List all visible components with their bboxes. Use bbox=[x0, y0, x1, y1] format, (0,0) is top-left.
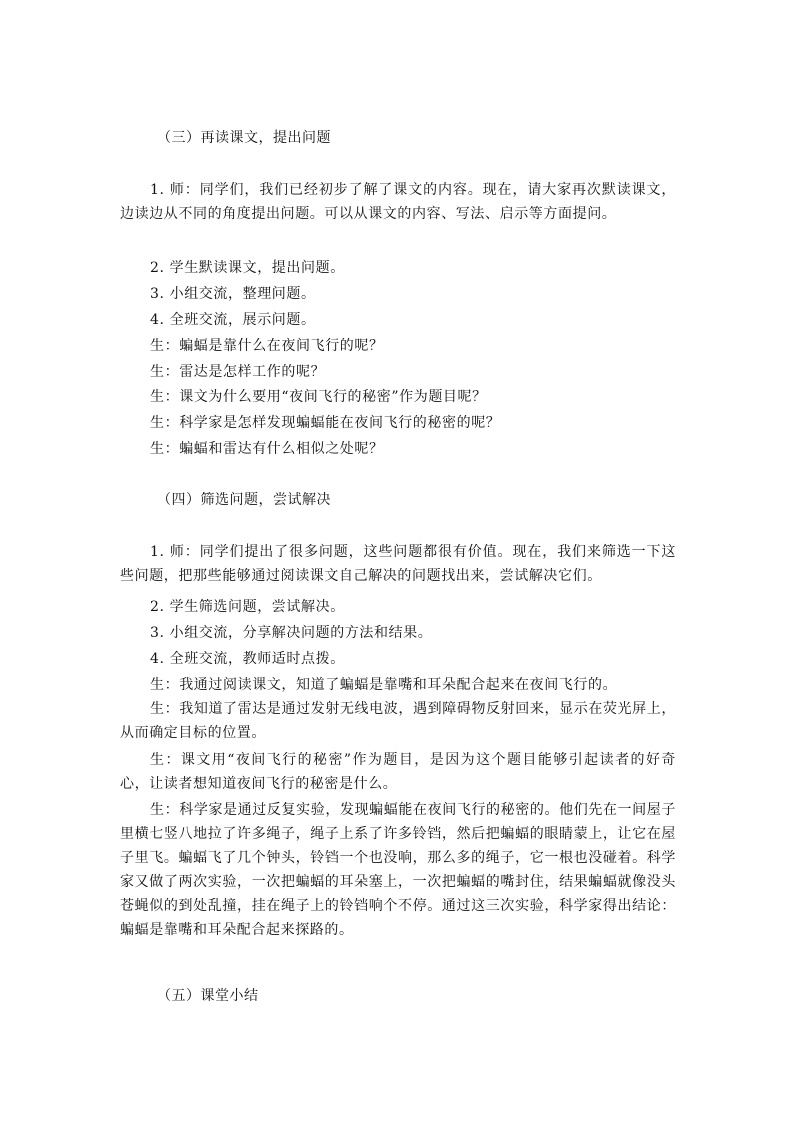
section-4-step-4: 4. 全班交流，教师适时点拨。 bbox=[150, 651, 345, 667]
section-4-paragraph-1: 1. 师：同学们提出了很多问题，这些问题都很有价值。现在，我们来筛选一下这些问题，把那些能够通过阅读课文自己解决的问题找出来，尝试解决它们。 bbox=[120, 544, 676, 584]
student-answer-1: 生：我通过阅读课文，知道了蝙蝠是靠嘴和耳朵配合起来在夜间飞行的。 bbox=[150, 677, 618, 693]
student-answer-4: 生：科学家是通过反复实验，发现蝙蝠能在夜间飞行的秘密的。他们先在一间屋子里横七竖八地拉了许多绳子，绳子上系了许多铃铛，然后把蝙蝠的眼睛蒙上，让它在屋子里飞。蝙蝠飞了几个钟头，铃铛一个也没响，那么多的绳子，它一根也没碰着。科学家又做了两次实验，一次把蝙蝠的耳朵塞上，一次把蝙蝠的嘴封住，结果蝙蝠就像没头苍蝇似的到处乱撞，挂在绳子上的铃铛响个不停。通过这三次实验，科学家得出结论：蝙蝠是靠嘴和耳朵配合起来探路的。 bbox=[120, 802, 676, 938]
section-3-step-4: 4. 全班交流，展示问题。 bbox=[150, 312, 316, 328]
student-question-3: 生：课文为什么要用“夜间飞行的秘密”作为题目呢？ bbox=[150, 389, 487, 405]
student-question-1: 生：蝙蝠是靠什么在夜间飞行的呢？ bbox=[150, 338, 384, 354]
student-answer-3: 生：课文用“夜间飞行的秘密”作为题目，是因为这个题目能够引起读者的好奇心，让读者想知道夜间飞行的秘密是什么。 bbox=[120, 752, 676, 792]
section-4-step-3: 3. 小组交流，分享解决问题的方法和结果。 bbox=[150, 625, 433, 641]
student-question-2: 生：雷达是怎样工作的呢？ bbox=[150, 364, 326, 380]
student-question-5: 生：蝙蝠和雷达有什么相似之处呢？ bbox=[150, 441, 384, 457]
section-3-paragraph-1: 1. 师：同学们，我们已经初步了解了课文的内容。现在，请大家再次默读课文，边读边从不同的角度提出问题。可以从课文的内容、写法、启示等方面提问。 bbox=[120, 182, 676, 222]
section-3-heading: （三）再读课文，提出问题 bbox=[157, 130, 331, 146]
student-question-4: 生：科学家是怎样发现蝙蝠能在夜间飞行的秘密的呢？ bbox=[150, 415, 501, 431]
student-answer-2: 生：我知道了雷达是通过发射无线电波，遇到障碍物反射回来，显示在荧光屏上，从而确定目标的位置。 bbox=[120, 701, 676, 741]
section-3-step-2: 2. 学生默读课文，提出问题。 bbox=[150, 260, 345, 276]
section-3-step-3: 3. 小组交流，整理问题。 bbox=[150, 286, 316, 302]
section-4-heading: （四）筛选问题，尝试解决 bbox=[157, 492, 331, 508]
section-5-heading: （五）课堂小结 bbox=[157, 988, 259, 1004]
section-4-step-2: 2. 学生筛选问题，尝试解决。 bbox=[150, 599, 345, 615]
